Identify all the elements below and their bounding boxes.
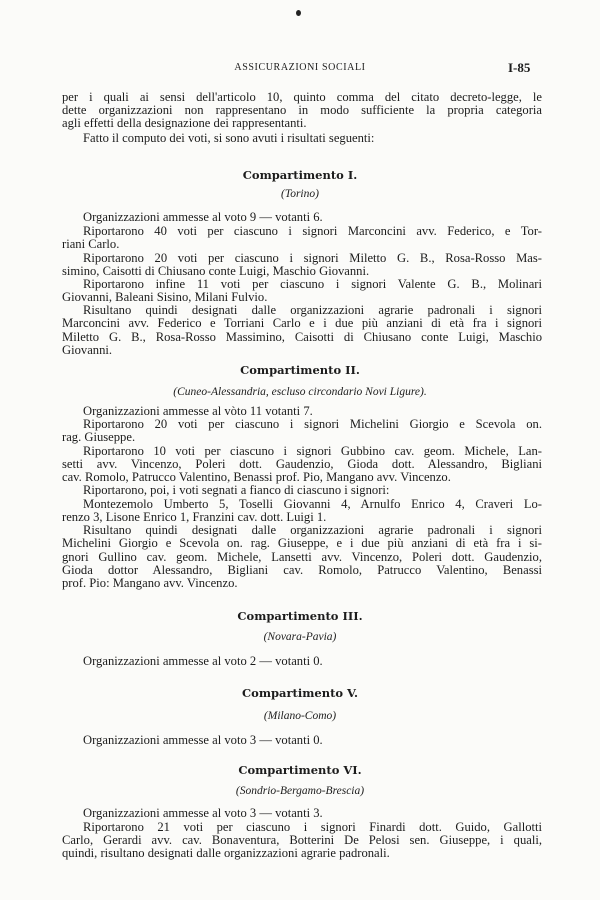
section-paragraph-line: Organizzazioni ammesse al voto 9 — votanti 6.	[83, 210, 323, 224]
scan-speck	[296, 10, 301, 16]
intro-paragraph-line: Fatto il computo dei voti, si sono avuti i risultati seguenti:	[83, 131, 375, 145]
section-paragraph-line: Organizzazioni ammesse al vòto 11 votanti 7.	[83, 404, 313, 418]
section-paragraph-line: Riportarono 21 voti per ciascuno i signori Finardi dott. Guido, Gallotti	[83, 820, 542, 834]
section-subtitle: (Torino)	[281, 188, 319, 200]
section-paragraph-line: Riportarono infine 11 voti per ciascuno i signori Valente G. B., Molinari	[83, 277, 542, 291]
section-paragraph-line: Carlo, Gerardi avv. cav. Bonaventura, Botterini De Pelosi sen. Giuseppe, i quali,	[62, 833, 542, 847]
section-paragraph-line: Riportarono 20 voti per ciascuno i signori Michelini Giorgio e Scevola on.	[83, 417, 542, 431]
section-heading: Compartimento V.	[242, 686, 358, 700]
section-heading: Compartimento VI.	[238, 763, 362, 777]
section-paragraph-line: cav. Romolo, Patrucco Valentino, Benassi prof. Pio, Mangano avv. Vincenzo.	[62, 470, 451, 484]
section-paragraph-line: simino, Caisotti di Chiusano conte Luigi, Maschio Giovanni.	[62, 264, 370, 278]
section-paragraph-line: Riportarono 10 voti per ciascuno i signori Gubbino cav. geom. Michele, Lan-	[83, 444, 542, 458]
section-heading: Compartimento II.	[240, 363, 360, 377]
section-subtitle: (Sondrio-Bergamo-Brescia)	[235, 785, 365, 797]
intro-paragraph-line: per i quali ai sensi dell'articolo 10, quinto comma del citato decreto-legge, le	[62, 90, 542, 104]
section-paragraph-line: riani Carlo.	[62, 237, 120, 251]
section-subtitle: (Cuneo-Alessandria, escluso circondario Novi Ligure).	[173, 386, 427, 398]
section-paragraph-line: Risultano quindi designati dalle organizzazioni agrarie padronali i signori	[83, 523, 542, 537]
section-paragraph-line: gnori Gullino cav. geom. Michele, Lansetti avv. Vincenzo, Poleri dott. Gaudenzio,	[62, 550, 542, 564]
section-paragraph-line: Riportarono, poi, i voti segnati a fianco di ciascuno i signori:	[83, 483, 390, 497]
section-paragraph-line: Miletto G. B., Rosa-Rosso Massimino, Caisotti di Chiusano conte Luigi, Maschio	[62, 330, 542, 344]
section-paragraph-line: Gioda dottor Alessandro, Bigliani cav. Romolo, Patrucco Valentino, Benassi	[62, 563, 542, 577]
intro-paragraph-line: dette organizzazioni non rappresentano in modo sufficiente la propria categoria	[62, 103, 542, 117]
running-title: ASSICURAZIONI SOCIALI	[234, 62, 366, 73]
section-paragraph-line: Riportarono 40 voti per ciascuno i signori Marconcini avv. Federico, e Tor-	[83, 224, 542, 238]
section-paragraph-line: Michelini Giorgio e Scevola on. rag. Giuseppe, e i due più anziani di età fra i si-	[62, 536, 542, 550]
section-paragraph-line: Giovanni.	[62, 343, 113, 357]
section-subtitle: (Novara-Pavia)	[263, 631, 337, 643]
section-paragraph-line: setti avv. Vincenzo, Poleri dott. Gaudenzio, Gioda dott. Alessandro, Bigliani	[62, 457, 542, 471]
section-paragraph-line: Giovanni, Baleani Sisino, Milani Fulvio.	[62, 290, 268, 304]
section-heading: Compartimento I.	[242, 168, 358, 182]
section-paragraph-line: Organizzazioni ammesse al voto 3 — votanti 0.	[83, 733, 323, 747]
intro-paragraph-line: agli effetti della designazione dei rappresentanti.	[62, 116, 307, 130]
section-paragraph-line: rag. Giuseppe.	[62, 430, 136, 444]
section-heading: Compartimento III.	[237, 609, 363, 623]
section-subtitle: (Milano-Como)	[263, 710, 337, 722]
section-paragraph-line: Organizzazioni ammesse al voto 3 — votanti 3.	[83, 806, 323, 820]
section-paragraph-line: Risultano quindi designati dalle organizzazioni agrarie padronali i signori	[83, 303, 542, 317]
section-paragraph-line: Montezemolo Umberto 5, Toselli Giovanni 4, Arnulfo Enrico 4, Craveri Lo-	[83, 497, 542, 511]
section-paragraph-line: Organizzazioni ammesse al voto 2 — votanti 0.	[83, 654, 323, 668]
section-paragraph-line: prof. Pio: Mangano avv. Vincenzo.	[62, 576, 238, 590]
page-number: I-85	[508, 60, 531, 75]
section-paragraph-line: renzo 3, Lisone Enrico 1, Franzini cav. dott. Luigi 1.	[62, 510, 327, 524]
section-paragraph-line: quindi, risultano designati dalle organizzazioni agrarie padronali.	[62, 846, 390, 860]
section-paragraph-line: Marconcini avv. Federico e Torriani Carlo e i due più anziani di età fra i signori	[62, 316, 542, 330]
section-paragraph-line: Riportarono 20 voti per ciascuno i signori Miletto G. B., Rosa-Rosso Mas-	[83, 251, 542, 265]
